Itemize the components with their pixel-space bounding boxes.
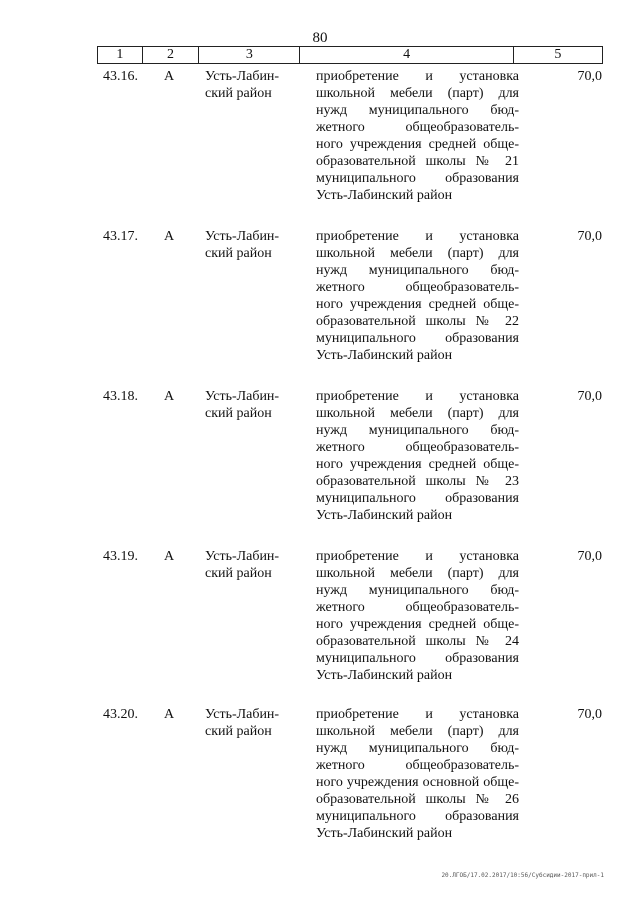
description-line: муниципального образования bbox=[316, 809, 519, 824]
row-number: 43.17. bbox=[103, 229, 138, 244]
district-line: Усть-Лабин- bbox=[205, 69, 280, 84]
column-header-row bbox=[97, 46, 603, 64]
district-line: ский район bbox=[205, 86, 272, 101]
row-number: 43.18. bbox=[103, 389, 138, 404]
description-line: жетного общеобразователь- bbox=[316, 280, 519, 295]
description-line: образовательной школы № 26 bbox=[316, 792, 519, 807]
description-line: образовательной школы № 22 bbox=[316, 314, 519, 329]
row-district bbox=[205, 228, 295, 262]
description-line: школьной мебели (парт) для bbox=[316, 86, 519, 101]
column-header-3: 3 bbox=[199, 47, 300, 63]
row-description bbox=[316, 68, 519, 204]
district-line: ский район bbox=[205, 406, 272, 421]
description-line: Усть-Лабинский район bbox=[316, 348, 453, 363]
description-line: образовательной школы № 23 bbox=[316, 474, 519, 489]
district-line: Усть-Лабин- bbox=[205, 707, 280, 722]
description-line: Усть-Лабинский район bbox=[316, 188, 453, 203]
description-line: Усть-Лабинский район bbox=[316, 508, 453, 523]
description-line: ного учреждения средней обще- bbox=[316, 457, 519, 472]
description-line: приобретение и установка bbox=[316, 69, 519, 84]
row-amount: 70,0 bbox=[577, 707, 602, 722]
description-line: Усть-Лабинский район bbox=[316, 668, 453, 683]
district-line: Усть-Лабин- bbox=[205, 389, 280, 404]
row-amount: 70,0 bbox=[577, 389, 602, 404]
column-header-5: 5 bbox=[554, 47, 562, 62]
page-number: 80 bbox=[312, 30, 328, 46]
column-header-1: 1 bbox=[98, 47, 143, 63]
column-header-4: 4 bbox=[300, 47, 513, 63]
description-line: муниципального образования bbox=[316, 491, 519, 506]
description-line: нужд муниципального бюд- bbox=[316, 263, 519, 278]
description-line: Усть-Лабинский район bbox=[316, 826, 453, 841]
description-line: ного учреждения основной обще- bbox=[316, 775, 519, 790]
row-category: А bbox=[164, 707, 175, 722]
description-line: муниципального образования bbox=[316, 651, 519, 666]
district-line: Усть-Лабин- bbox=[205, 229, 280, 244]
description-line: жетного общеобразователь- bbox=[316, 440, 519, 455]
row-district bbox=[205, 548, 295, 582]
row-district bbox=[205, 68, 295, 102]
district-line: ский район bbox=[205, 724, 272, 739]
row-number: 43.19. bbox=[103, 549, 138, 564]
description-line: жетного общеобразователь- bbox=[316, 120, 519, 135]
row-amount: 70,0 bbox=[577, 229, 602, 244]
description-line: приобретение и установка bbox=[316, 549, 519, 564]
row-amount: 70,0 bbox=[577, 549, 602, 564]
description-line: нужд муниципального бюд- bbox=[316, 423, 519, 438]
row-category: А bbox=[164, 389, 175, 404]
description-line: нужд муниципального бюд- bbox=[316, 583, 519, 598]
district-line: ский район bbox=[205, 246, 272, 261]
row-description bbox=[316, 706, 519, 842]
row-description bbox=[316, 388, 519, 524]
description-line: нужд муниципального бюд- bbox=[316, 741, 519, 756]
row-district bbox=[205, 706, 295, 740]
description-line: ного учреждения средней обще- bbox=[316, 617, 519, 632]
description-line: приобретение и установка bbox=[316, 389, 519, 404]
description-line: образовательной школы № 24 bbox=[316, 634, 519, 649]
description-line: приобретение и установка bbox=[316, 229, 519, 244]
row-description bbox=[316, 228, 519, 364]
district-line: ский район bbox=[205, 566, 272, 581]
description-line: ного учреждения средней обще- bbox=[316, 137, 519, 152]
row-number: 43.20. bbox=[103, 707, 138, 722]
district-line: Усть-Лабин- bbox=[205, 549, 280, 564]
row-description bbox=[316, 548, 519, 684]
row-amount: 70,0 bbox=[577, 69, 602, 84]
description-line: муниципального образования bbox=[316, 171, 519, 186]
description-line: жетного общеобразователь- bbox=[316, 600, 519, 615]
description-line: школьной мебели (парт) для bbox=[316, 406, 519, 421]
row-category: А bbox=[164, 229, 175, 244]
row-number: 43.16. bbox=[103, 69, 138, 84]
description-line: школьной мебели (парт) для bbox=[316, 724, 519, 739]
description-line: образовательной школы № 21 bbox=[316, 154, 519, 169]
row-category: А bbox=[164, 549, 175, 564]
description-line: нужд муниципального бюд- bbox=[316, 103, 519, 118]
description-line: муниципального образования bbox=[316, 331, 519, 346]
description-line: школьной мебели (парт) для bbox=[316, 246, 519, 261]
description-line: приобретение и установка bbox=[316, 707, 519, 722]
column-header-2: 2 bbox=[143, 47, 200, 63]
document-footer-stamp: 20.ЛГОБ/17.02.2017/10:56/Субсидии-2017-прил-1 bbox=[441, 872, 604, 879]
description-line: ного учреждения средней обще- bbox=[316, 297, 519, 312]
row-district bbox=[205, 388, 295, 422]
description-line: жетного общеобразователь- bbox=[316, 758, 519, 773]
row-category: А bbox=[164, 69, 175, 84]
description-line: школьной мебели (парт) для bbox=[316, 566, 519, 581]
